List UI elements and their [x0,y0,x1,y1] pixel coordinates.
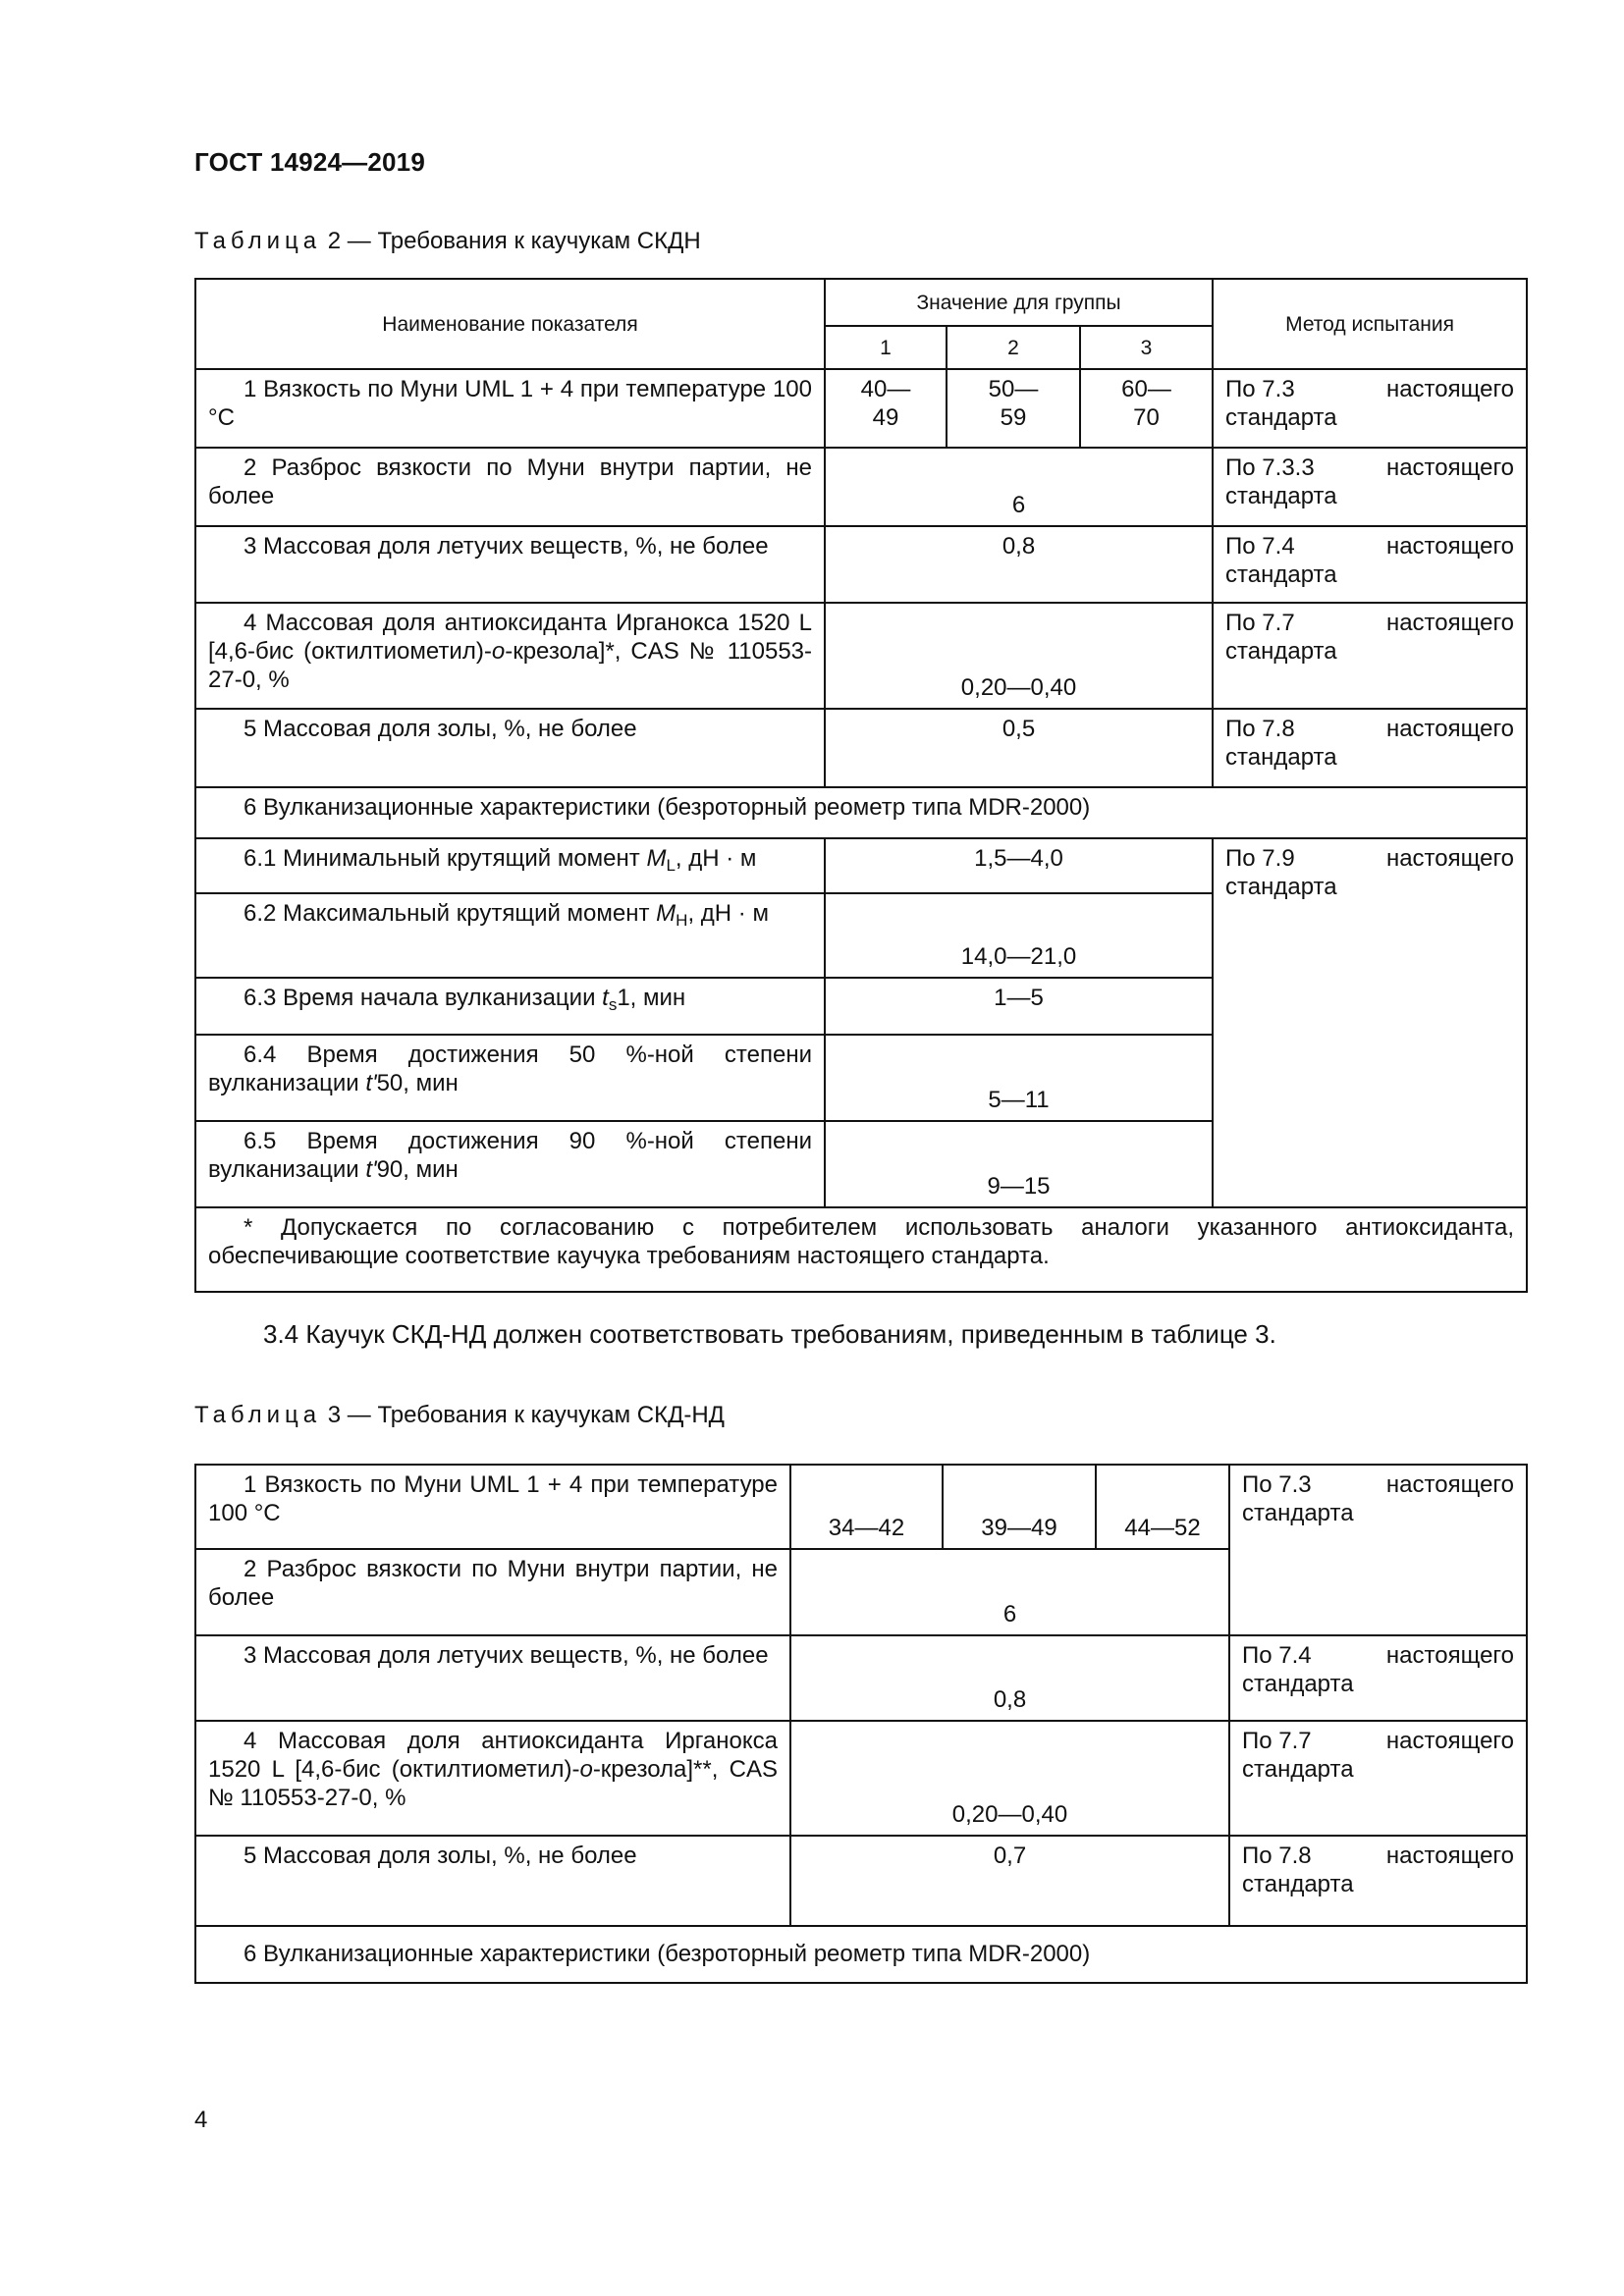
section-heading: 6 Вулканизационные характеристики (безроторный реометр типа MDR-2000) [244,794,1091,821]
table-row [195,787,1527,838]
header-test-method: Метод испытания [1213,279,1527,369]
table-row [195,603,1527,709]
group-1-value: 34—42 [828,1515,905,1541]
page-number: 4 [194,2107,208,2133]
indicator-name: 6.4 Время достижения 50 %-ной степени вулканизации t'50, мин [208,1041,812,1096]
indicator-name: 6.5 Время достижения 90 %-ной степени вулканизации t'90, мин [208,1128,812,1183]
value: 9—15 [987,1173,1051,1200]
value: 6 [1002,1601,1017,1628]
value: 0,8 [1001,533,1036,560]
indicator-name: 3 Массовая доля летучих веществ, %, не более [244,1642,769,1669]
test-method: По 7.3 настоящего стандарта [1225,376,1515,431]
header-group-3: 3 [1080,326,1213,369]
table-row [195,448,1527,526]
value: 5—11 [988,1087,1050,1113]
test-method: По 7.8 настоящего стандарта [1242,1842,1514,1897]
test-method: По 7.8 настоящего стандарта [1225,716,1515,771]
value: 1,5—4,0 [974,845,1063,872]
table-row [195,709,1527,787]
table-row [195,526,1527,603]
document-header: ГОСТ 14924—2019 [194,147,425,177]
test-method: По 7.3.3 настоящего стандарта [1225,454,1515,509]
header-group-1: 1 [825,326,947,369]
indicator-name: 3 Массовая доля летучих веществ, %, не более [244,533,769,560]
paragraph-3-4: 3.4 Каучук СКД-НД должен соответствовать требованиям, приведенным в таблице 3. [263,1319,1276,1349]
indicator-name: 4 Массовая доля антиоксиданта Ирганокса 1520 L [4,6-бис (октилтиометил)-о-крезола]*, CAS № 110553-27-0, % [208,610,813,693]
section-heading: 6 Вулканизационные характеристики (безроторный реометр типа MDR-2000) [244,1941,1091,1967]
test-method: По 7.7 настоящего стандарта [1242,1728,1514,1783]
group-3-value: 44—52 [1124,1515,1201,1541]
indicator-name: 1 Вязкость по Муни UML 1 + 4 при температуре 100 °С [208,376,812,431]
table-row [195,1836,1527,1926]
table-row [195,1465,1527,1549]
test-method: По 7.9 настоящего стандарта [1225,845,1515,900]
value: 0,7 [993,1842,1027,1869]
table-row [195,838,1527,893]
table-2-caption: Таблица 2 — Требования к каучукам СКДН [194,228,701,254]
indicator-name: 6.1 Минимальный крутящий момент $M_L$, дН · м [244,845,757,875]
value: 6 [1011,492,1026,518]
group-2-value: 50— 59 [988,376,1039,431]
test-method: По 7.3 настоящего стандарта [1242,1471,1514,1526]
indicator-name: 5 Массовая доля золы, %, не более [244,1842,637,1869]
indicator-name: 6.2 Максимальный крутящий момент $M_H$, дН · м [244,900,769,930]
group-1-value: 40— 49 [860,376,911,431]
test-method: По 7.4 настоящего стандарта [1242,1642,1514,1697]
value: 14,0—21,0 [960,943,1077,970]
indicator-name: 2 Разброс вязкости по Муни внутри партии, не более [208,454,812,509]
header-indicator-name: Наименование показателя [195,279,825,369]
group-3-value: 60— 70 [1121,376,1171,431]
table-2 [194,278,1528,1293]
indicator-name: 2 Разброс вязкости по Муни внутри партии, не более [208,1556,778,1611]
header-group-2: 2 [947,326,1080,369]
value: 1—5 [994,985,1044,1011]
table-row [195,1721,1527,1836]
table-row [195,369,1527,448]
indicator-name: 4 Массовая доля антиоксиданта Ирганокса 1520 L [4,6-бис (октилтиометил)-о-крезола]**, CAS № 110553-27-0, % [208,1728,778,1811]
value: 0,20—0,40 [960,674,1077,701]
table-row [195,1926,1527,1983]
table-footnote: * Допускается по согласованию с потребителем использовать аналоги указанного антиоксиданта, обеспечивающие соответствие каучука требованиям настоящего стандарта. [208,1214,1515,1269]
table-3-caption: Таблица 3 — Требования к каучукам СКД-НД [194,1402,725,1428]
indicator-name: 1 Вязкость по Муни UML 1 + 4 при температуре 100 °С [208,1471,778,1526]
header-group-value: Значение для группы [825,279,1213,326]
value: 0,8 [993,1686,1027,1713]
value: 0,20—0,40 [951,1801,1068,1828]
table-row [195,1207,1527,1292]
indicator-name: 6.3 Время начала вулканизации $t_s1$, мин [244,985,686,1014]
test-method: По 7.4 настоящего стандарта [1225,533,1515,588]
test-method: По 7.7 настоящего стандарта [1225,610,1515,665]
table-row [195,1635,1527,1721]
value: 0,5 [1001,716,1036,742]
table-3 [194,1464,1528,1984]
indicator-name: 5 Массовая доля золы, %, не более [244,716,637,742]
group-2-value: 39—49 [981,1515,1057,1541]
